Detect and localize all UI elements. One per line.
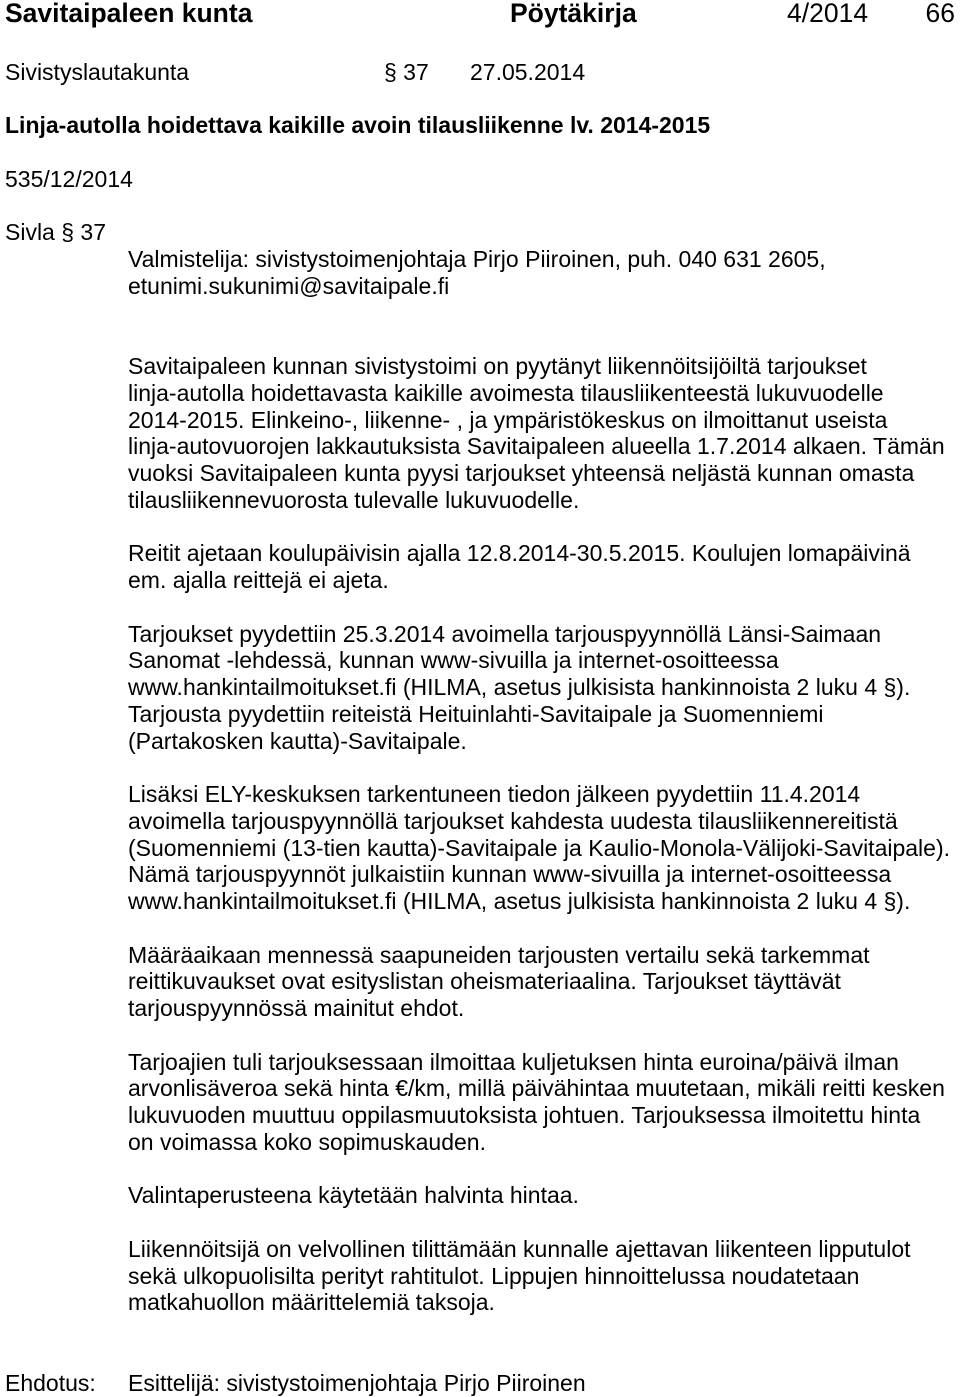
paragraph-line: tilausliikennevuorosta tulevalle lukuvuodelle. xyxy=(128,486,580,513)
section-number: § 37 xyxy=(384,58,429,85)
paragraph-line: arvonlisäveroa sekä hinta €/km, millä päivähintaa muutetaan, mikäli reitti kesken xyxy=(128,1075,945,1102)
paragraph-line: sekä ulkopuolisilta perityt rahtitulot. Lippujen hinnoittelussa noudatetaan xyxy=(128,1262,860,1289)
organization-name: Savitaipaleen kunta xyxy=(5,0,253,28)
paragraph-line: Lisäksi ELY-keskuksen tarkentuneen tiedon jälkeen pyydettiin 11.4.2014 xyxy=(128,781,861,807)
paragraph-line: Valintaperusteena käytetään halvinta hintaa. xyxy=(128,1182,579,1209)
paragraph-line: Savitaipaleen kunnan sivistystoimi on pyytänyt liikennöitsijöiltä tarjoukset xyxy=(128,353,867,379)
paragraph-line: linja-autolla hoidettavasta kaikille avoimesta tilausliikenteestä lukuvuodelle xyxy=(128,379,884,406)
paragraph-line: Liikennöitsijä on velvollinen tilittämään kunnalle ajettavan liikenteen lipputulot xyxy=(128,1235,911,1262)
section-reference: Sivla § 37 xyxy=(5,219,107,246)
paragraph-line: reittikuvaukset ovat esityslistan oheismateriaalina. Tarjoukset täyttävät xyxy=(128,968,841,995)
paragraph-line: Tarjoajien tuli tarjouksessaan ilmoittaa kuljetuksen hinta euroina/päivä ilman xyxy=(128,1048,899,1075)
body-paragraph xyxy=(128,942,870,1022)
paragraph-line: (Suomenniemi (13-tien kautta)-Savitaipale ja Kaulio-Monola-Välijoki-Savitaipale). xyxy=(128,834,951,861)
paragraph-line: Sanomat -lehdessä, kunnan www-sivuilla ja internet-osoitteessa xyxy=(128,647,779,674)
body-paragraph xyxy=(128,353,945,514)
body-paragraph xyxy=(128,1236,911,1316)
document-type: Pöytäkirja xyxy=(510,0,637,28)
meeting-date: 27.05.2014 xyxy=(470,58,586,85)
paragraph-line: avoimella tarjouspyynnöllä tarjoukset kahdesta uudesta tilausliikennereitistä xyxy=(128,807,898,834)
body-paragraph xyxy=(128,1049,945,1156)
body-paragraph xyxy=(128,1182,579,1209)
paragraph-line: www.hankintailmoitukset.fi (HILMA, asetus julkisista hankinnoista 2 luku 4 §). xyxy=(128,674,911,700)
document-number: 4/2014 xyxy=(787,0,869,28)
paragraph-line: vuoksi Savitaipaleen kunta pyysi tarjoukset yhteensä neljästä kunnan omasta xyxy=(128,460,915,486)
paragraph-line: matkahuollon määrittelemiä taksoja. xyxy=(128,1289,495,1316)
paragraph-line: Nämä tarjouspyynnöt julkaistiin kunnan www-sivuilla ja internet-osoitteessa xyxy=(128,861,892,888)
paragraph-line: Tarjousta pyydettiin reiteistä Heituinlahti-Savitaipale ja Suomenniemi xyxy=(128,700,824,727)
committee-name: Sivistyslautakunta xyxy=(5,58,190,85)
paragraph-line: (Partakosken kautta)-Savitaipale. xyxy=(128,727,467,754)
proposal-presenter: Esittelijä: sivistystoimenjohtaja Pirjo Piiroinen xyxy=(128,1369,586,1396)
paragraph-line: 2014-2015. Elinkeino-, liikenne- , ja ympäristökeskus on ilmoittanut useista xyxy=(128,406,888,433)
body-paragraph xyxy=(128,781,950,915)
paragraph-line: on voimassa koko sopimuskauden. xyxy=(128,1128,486,1155)
paragraph-line: lukuvuoden muuttuu oppilasmuutoksista johtuen. Tarjouksessa ilmoitettu hinta xyxy=(128,1102,921,1128)
paragraph-line: www.hankintailmoitukset.fi (HILMA, asetus julkisista hankinnoista 2 luku 4 §). xyxy=(128,888,911,914)
body-paragraph xyxy=(128,621,910,755)
paragraph-line: tarjouspyynnössä mainitut ehdot. xyxy=(128,995,465,1021)
paragraph-line: linja-autovuorojen lakkautuksista Savitaipaleen alueella 1.7.2014 alkaen. Tämän xyxy=(128,433,945,460)
record-number: 535/12/2014 xyxy=(5,165,133,192)
body-paragraph xyxy=(128,540,911,594)
preparer-info xyxy=(128,246,826,300)
page-number: 66 xyxy=(925,0,955,28)
proposal-label: Ehdotus: xyxy=(5,1369,96,1396)
item-title: Linja-autolla hoidettava kaikille avoin tilausliikenne lv. 2014-2015 xyxy=(5,112,711,139)
paragraph-line: Reitit ajetaan koulupäivisin ajalla 12.8.2014-30.5.2015. Koulujen lomapäivinä xyxy=(128,540,911,567)
preparer-line: Valmistelija: sivistystoimenjohtaja Pirjo Piiroinen, puh. 040 631 2605, xyxy=(128,246,826,272)
paragraph-line: Tarjoukset pyydettiin 25.3.2014 avoimella tarjouspyynnöllä Länsi-Saimaan xyxy=(128,620,882,647)
paragraph-line: Määräaikaan mennessä saapuneiden tarjousten vertailu sekä tarkemmat xyxy=(128,941,870,968)
preparer-email: etunimi.sukunimi@savitaipale.fi xyxy=(128,272,450,299)
paragraph-line: em. ajalla reittejä ei ajeta. xyxy=(128,567,389,593)
